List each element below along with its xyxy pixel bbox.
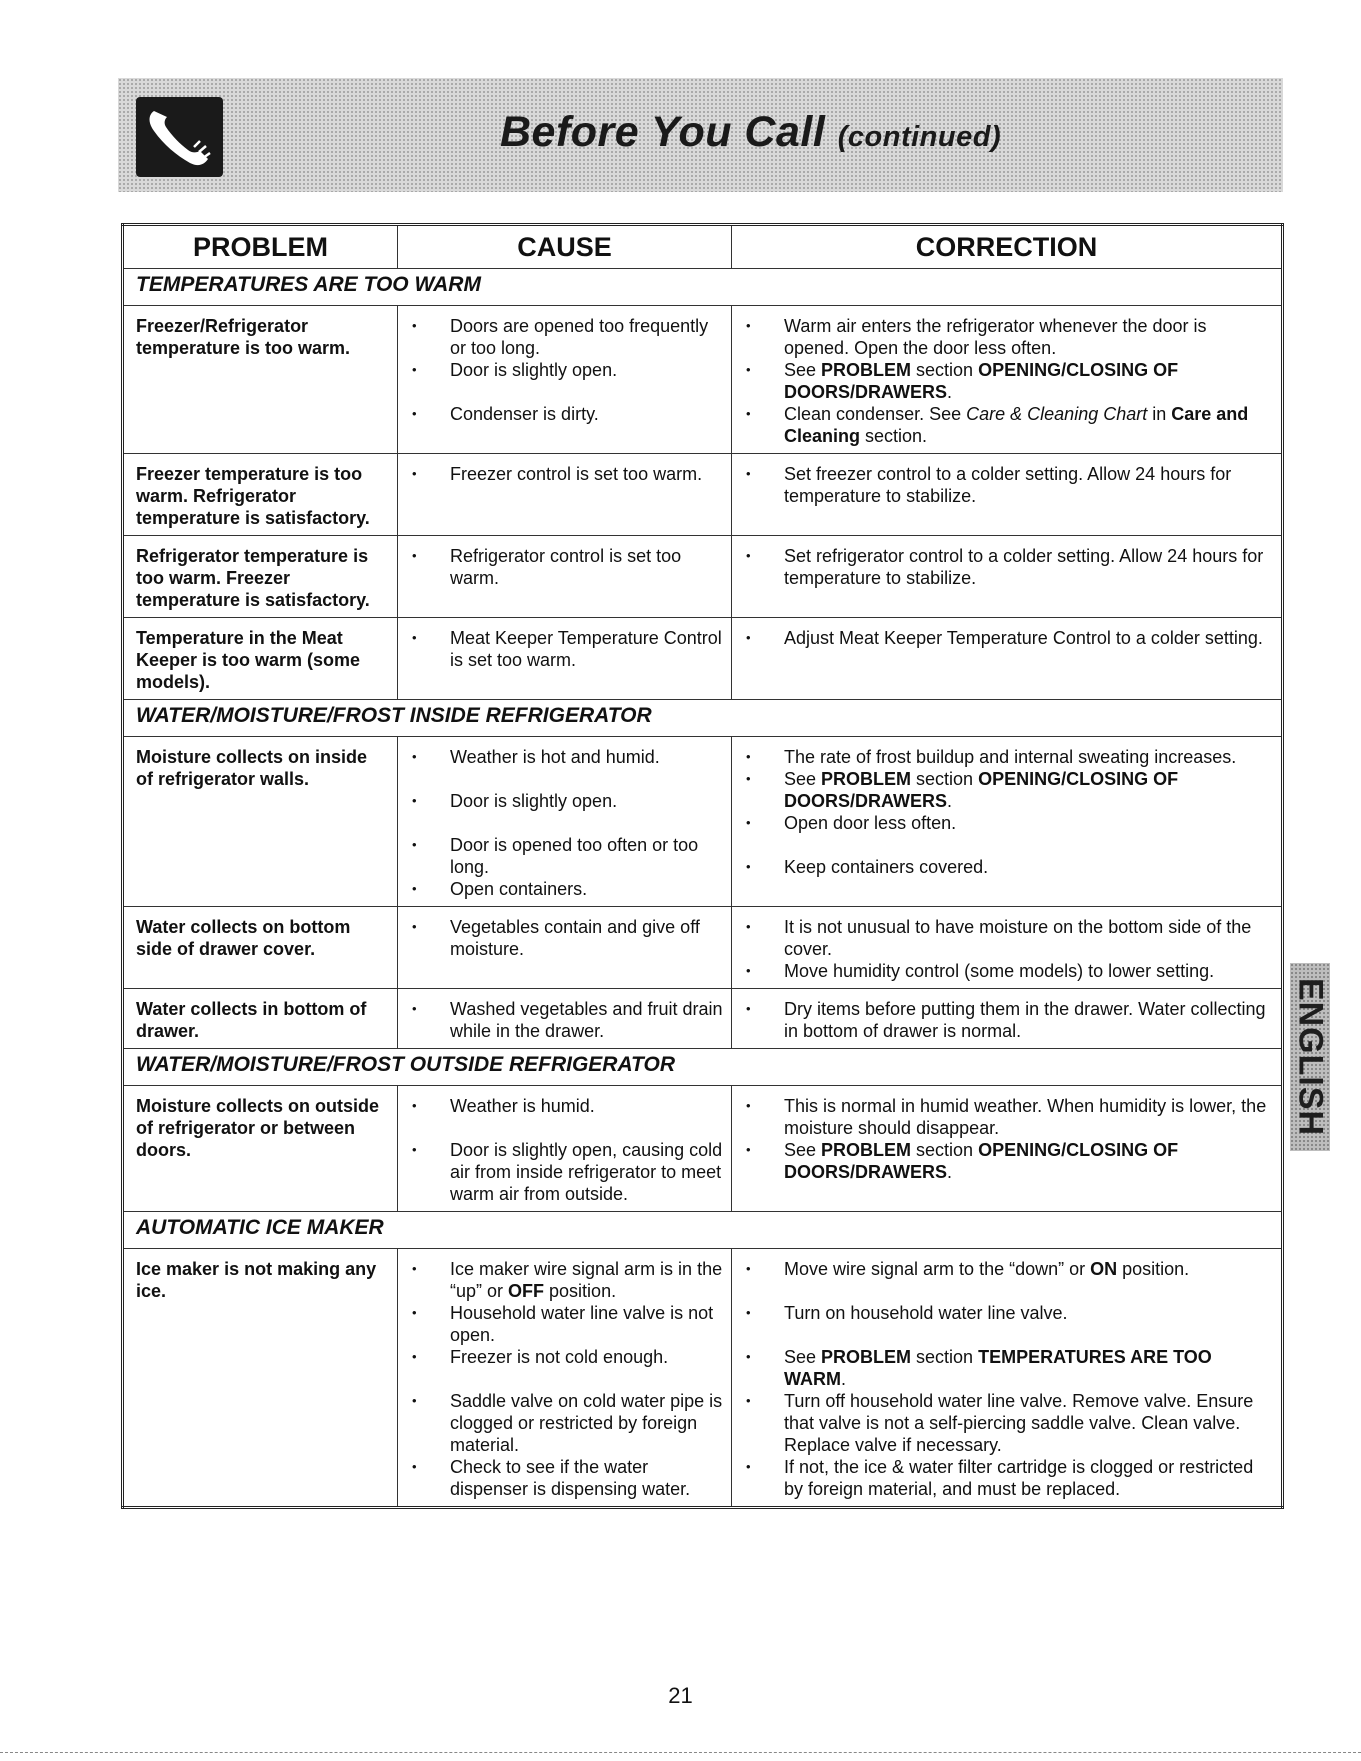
correction-cell — [732, 737, 1283, 907]
cause-item: • Open containers. — [410, 878, 725, 900]
correction-item: • Turn off household water line valve. Remove valve. Ensure that valve is not a self-piercing saddle valve. Clean valve. Replace valve if necessary. — [744, 1390, 1275, 1456]
column-header-correction: CORRECTION — [732, 225, 1283, 269]
correction-cell — [732, 618, 1283, 700]
section-row — [123, 1212, 1283, 1249]
correction-cell — [732, 1249, 1283, 1508]
correction-cell — [732, 454, 1283, 536]
table-header-row — [123, 225, 1283, 269]
problem-cell: Moisture collects on outside of refrigerator or between doors. — [123, 1086, 398, 1212]
telephone-handset-icon — [136, 97, 223, 177]
cause-cell — [398, 454, 732, 536]
correction-item: • If not, the ice & water filter cartridge is clogged or restricted by foreign material, and must be replaced. — [744, 1456, 1275, 1500]
problem-cell: Ice maker is not making any ice. — [123, 1249, 398, 1508]
table-row — [123, 618, 1283, 700]
correction-item: • See PROBLEM section TEMPERATURES ARE TOO WARM. — [744, 1346, 1275, 1390]
section-row — [123, 1049, 1283, 1086]
correction-item: • Set refrigerator control to a colder setting. Allow 24 hours for temperature to stabilize. — [744, 545, 1275, 589]
cause-item: • Doors are opened too frequently or too long. — [410, 315, 725, 359]
cause-item: • Door is slightly open. — [410, 790, 725, 812]
cause-item: • Weather is hot and humid. — [410, 746, 725, 768]
section-row — [123, 700, 1283, 737]
table-row — [123, 1086, 1283, 1212]
correction-item: • Move humidity control (some models) to lower setting. — [744, 960, 1275, 982]
correction-item: • Keep containers covered. — [744, 856, 1275, 878]
cause-item: • Meat Keeper Temperature Control is set too warm. — [410, 627, 725, 671]
correction-item: • Clean condenser. See Care & Cleaning Chart in Care and Cleaning section. — [744, 403, 1275, 447]
column-header-cause: CAUSE — [398, 225, 732, 269]
cause-cell — [398, 907, 732, 989]
title-main: Before You Call — [500, 108, 826, 156]
table-row — [123, 1249, 1283, 1508]
cause-cell — [398, 737, 732, 907]
cause-item: • Refrigerator control is set too warm. — [410, 545, 725, 589]
correction-item: • See PROBLEM section OPENING/CLOSING OF DOORS/DRAWERS. — [744, 768, 1275, 812]
correction-item: • See PROBLEM section OPENING/CLOSING OF DOORS/DRAWERS. — [744, 359, 1275, 403]
language-tab-label: ENGLISH — [1291, 977, 1330, 1137]
cause-item: • Washed vegetables and fruit drain while in the drawer. — [410, 998, 725, 1042]
correction-item: • It is not unusual to have moisture on the bottom side of the cover. — [744, 916, 1275, 960]
section-title: WATER/MOISTURE/FROST INSIDE REFRIGERATOR — [123, 700, 1283, 737]
correction-cell — [732, 1086, 1283, 1212]
correction-cell — [732, 306, 1283, 454]
correction-item: • Set freezer control to a colder setting. Allow 24 hours for temperature to stabilize. — [744, 463, 1275, 507]
correction-item: • Warm air enters the refrigerator whenever the door is opened. Open the door less often. — [744, 315, 1275, 359]
cause-item: • Household water line valve is not open. — [410, 1302, 725, 1346]
cause-item: • Door is slightly open, causing cold air from inside refrigerator to meet warm air from outside. — [410, 1139, 725, 1205]
problem-cell: Refrigerator temperature is too warm. Freezer temperature is satisfactory. — [123, 536, 398, 618]
section-title: WATER/MOISTURE/FROST OUTSIDE REFRIGERATOR — [123, 1049, 1283, 1086]
table-row — [123, 454, 1283, 536]
cause-item: • Condenser is dirty. — [410, 403, 725, 425]
cause-cell — [398, 989, 732, 1049]
problem-cell: Water collects on bottom side of drawer cover. — [123, 907, 398, 989]
problem-cell: Temperature in the Meat Keeper is too warm (some models). — [123, 618, 398, 700]
table-row — [123, 737, 1283, 907]
cause-item: • Ice maker wire signal arm is in the “up” or OFF position. — [410, 1258, 725, 1302]
problem-cell: Water collects in bottom of drawer. — [123, 989, 398, 1049]
cause-item: • Vegetables contain and give off moisture. — [410, 916, 725, 960]
cause-item: • Door is opened too often or too long. — [410, 834, 725, 878]
cause-item: • Freezer is not cold enough. — [410, 1346, 725, 1368]
table-row — [123, 989, 1283, 1049]
section-title: AUTOMATIC ICE MAKER — [123, 1212, 1283, 1249]
table-row — [123, 536, 1283, 618]
correction-item: • See PROBLEM section OPENING/CLOSING OF DOORS/DRAWERS. — [744, 1139, 1275, 1183]
cause-item: • Saddle valve on cold water pipe is clogged or restricted by foreign material. — [410, 1390, 725, 1456]
title-subtitle: (continued) — [837, 121, 1002, 153]
correction-item: • Dry items before putting them in the drawer. Water collecting in bottom of drawer is normal. — [744, 998, 1275, 1042]
correction-item: • Open door less often. — [744, 812, 1275, 834]
page-title — [500, 108, 1001, 157]
cause-item: • Check to see if the water dispenser is dispensing water. — [410, 1456, 725, 1500]
footer-rule — [0, 1752, 1361, 1754]
cause-item: • Weather is humid. — [410, 1095, 725, 1117]
correction-cell — [732, 989, 1283, 1049]
cause-cell — [398, 618, 732, 700]
correction-item: • Adjust Meat Keeper Temperature Control to a colder setting. — [744, 627, 1275, 649]
troubleshooting-table — [121, 223, 1284, 1509]
cause-cell — [398, 1086, 732, 1212]
correction-cell — [732, 907, 1283, 989]
language-tab — [1290, 963, 1330, 1151]
correction-cell — [732, 536, 1283, 618]
cause-cell — [398, 536, 732, 618]
correction-item: • Move wire signal arm to the “down” or ON position. — [744, 1258, 1275, 1280]
column-header-problem: PROBLEM — [123, 225, 398, 269]
table-row — [123, 306, 1283, 454]
page-number: 21 — [668, 1683, 693, 1708]
cause-cell — [398, 1249, 732, 1508]
cause-item: • Door is slightly open. — [410, 359, 725, 381]
correction-item: • This is normal in humid weather. When humidity is lower, the moisture should disappear. — [744, 1095, 1275, 1139]
problem-cell: Freezer/Refrigerator temperature is too warm. — [123, 306, 398, 454]
correction-item: • Turn on household water line valve. — [744, 1302, 1275, 1324]
section-row — [123, 269, 1283, 306]
cause-cell — [398, 306, 732, 454]
table-row — [123, 907, 1283, 989]
problem-cell: Moisture collects on inside of refrigerator walls. — [123, 737, 398, 907]
section-title: TEMPERATURES ARE TOO WARM — [123, 269, 1283, 306]
cause-item: • Freezer control is set too warm. — [410, 463, 725, 485]
correction-item: • The rate of frost buildup and internal sweating increases. — [744, 746, 1275, 768]
problem-cell: Freezer temperature is too warm. Refrigerator temperature is satisfactory. — [123, 454, 398, 536]
